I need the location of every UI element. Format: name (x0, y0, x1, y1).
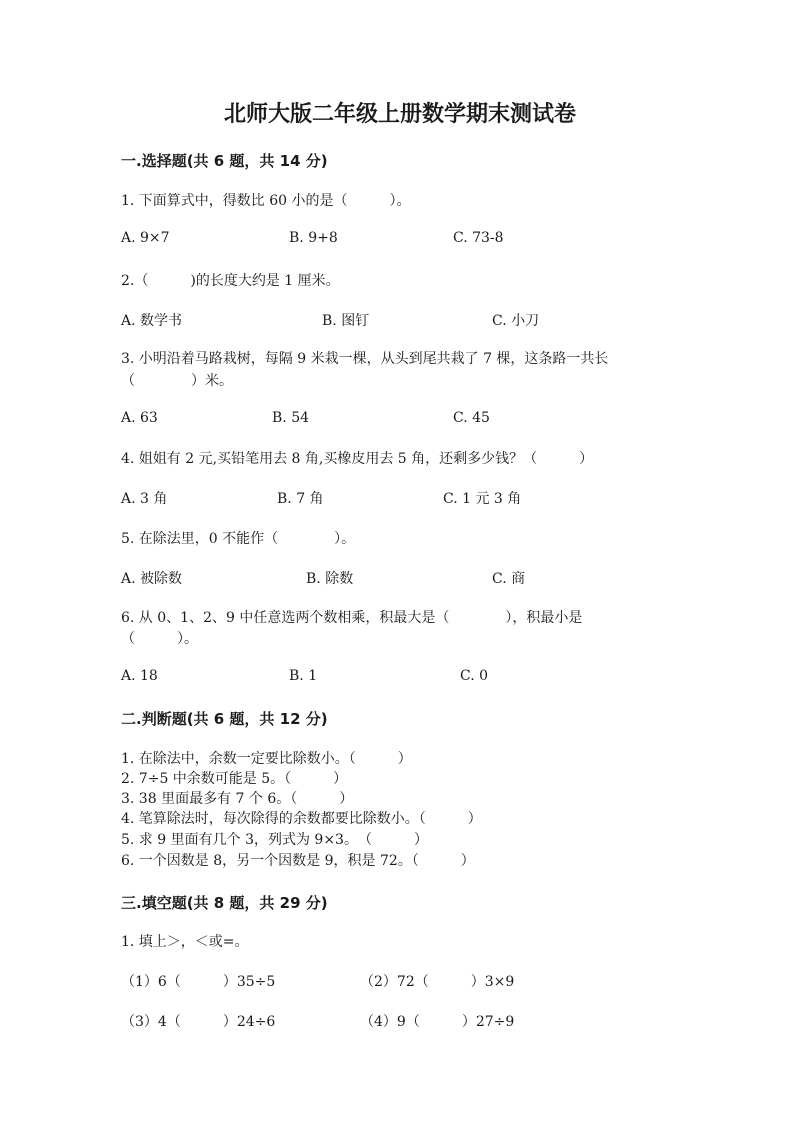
question-2: 2.（ )的长度大约是 1 厘米。 (121, 273, 340, 289)
option-b: B. 图钉 (322, 313, 370, 329)
option-c: C. 45 (453, 410, 490, 426)
option-c: C. 小刀 (492, 313, 540, 329)
option-c: C. 商 (492, 571, 526, 587)
judge-item-4: 4. 笔算除法时，每次除得的余数都要比除数小。（ ） (121, 811, 482, 827)
question-3: 3. 小明沿着马路栽树，每隔 9 米栽一棵，从头到尾共栽了 7 棵，这条路一共长 (121, 351, 609, 367)
option-b: B. 54 (272, 410, 310, 426)
option-a: A. 63 (121, 410, 158, 426)
judge-item-3: 3. 38 里面最多有 7 个 6。（ ） (121, 791, 354, 807)
option-a: A. 3 角 (121, 491, 168, 507)
option-b: B. 除数 (306, 571, 354, 587)
question-6-continued: （ ）。 (121, 631, 198, 647)
fill-blank-4: （4）9（ ）27÷9 (360, 1014, 515, 1030)
option-b: B. 1 (289, 668, 318, 684)
section-heading-choice: 一.选择题(共 6 题，共 14 分) (121, 152, 328, 170)
option-a: A. 被除数 (121, 571, 183, 587)
option-c: C. 73-8 (453, 230, 504, 246)
question-1: 1. 下面算式中，得数比 60 小的是（ ）。 (121, 193, 411, 209)
judge-item-6: 6. 一个因数是 8，另一个因数是 9，积是 72。（ ） (121, 853, 475, 869)
judge-item-5: 5. 求 9 里面有几个 3，列式为 9×3。 （ ） (121, 832, 428, 848)
fill-question-1: 1. 填上＞，＜或=。 (121, 934, 249, 950)
section-heading-fill: 三.填空题(共 8 题，共 29 分) (121, 894, 328, 912)
judge-item-1: 1. 在除法中，余数一定要比除数小。（ ） (121, 751, 412, 767)
section-heading-judge: 二.判断题(共 6 题，共 12 分) (121, 710, 328, 728)
question-5: 5. 在除法里，0 不能作（ ）。 (121, 531, 356, 547)
option-b: B. 9+8 (289, 230, 338, 246)
fill-blank-3: （3）4（ ）24÷6 (121, 1014, 276, 1030)
option-c: C. 1 元 3 角 (443, 491, 522, 507)
fill-blank-1: （1）6（ ）35÷5 (121, 974, 276, 990)
fill-blank-2: （2）72（ ）3×9 (360, 974, 515, 990)
option-c: C. 0 (460, 668, 489, 684)
question-3-continued: （ ）米。 (121, 373, 233, 389)
option-a: A. 数学书 (121, 313, 183, 329)
question-4: 4. 姐姐有 2 元,买铅笔用去 8 角,买橡皮用去 5 角，还剩多少钱？（ ） (121, 451, 594, 467)
option-a: A. 18 (121, 668, 158, 684)
page-title: 北师大版二年级上册数学期末测试卷 (223, 102, 576, 127)
option-b: B. 7 角 (277, 491, 324, 507)
option-a: A. 9×7 (121, 230, 170, 246)
judge-item-2: 2. 7÷5 中余数可能是 5。（ ） (121, 771, 348, 787)
question-6: 6. 从 0、1、2、9 中任意选两个数相乘，积最大是（ ），积最小是 (121, 610, 583, 626)
